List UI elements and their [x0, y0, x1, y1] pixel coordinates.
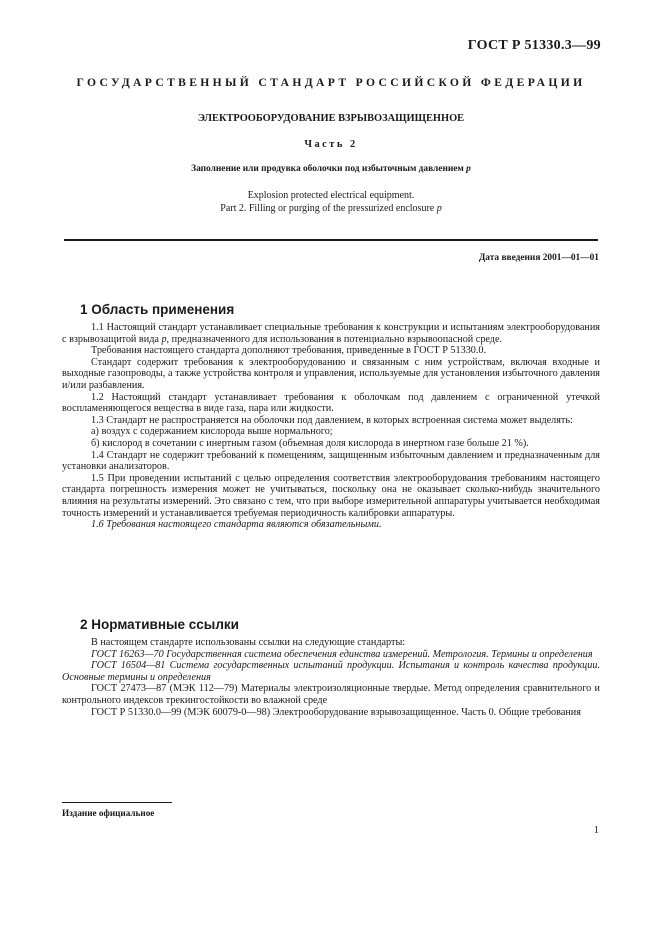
reference-gost-16263: ГОСТ 16263—70 Государственная система обеспечения единства измерений. Метрология. Термины и определения — [91, 648, 593, 660]
paragraph-1-1-part-b: , предназначенного для использования в потенциально взрывоопасной среде. — [166, 333, 503, 345]
paragraph-1-5: 1.5 При проведении испытаний с целью определения соответствия электрооборудования требованиям настоящего стандарта погрешность измерения может не учитываться, поскольку она не оказывает сколько-нибудь значительного влияния на результаты измерений. Это связано с тем, что при выборе измерительной аппаратуры учитывается необходимая точность измерений и устанавливается требуемая периодичность калибровки аппаратуры. — [62, 472, 600, 519]
document-subtitle — [62, 164, 600, 174]
english-title-line1: Explosion protected electrical equipment. — [247, 190, 415, 201]
paragraph-1-2: 1.2 Настоящий стандарт устанавливает требования к оболочкам под давлением с ограниченной утечкой воспламеняющегося вещества в виде газа, пара или жидкости. — [62, 391, 600, 415]
paragraph-1-1-part-a: 1.1 Настоящий стандарт устанавливает специальные требования к конструкции и испытаниям электрооборудования с взрывозащитой вида — [62, 322, 600, 345]
section-1-body — [62, 322, 600, 531]
paragraph-1-6: 1.6 Требования настоящего стандарта являются обязательными. — [91, 519, 382, 531]
part-label: Часть 2 — [304, 139, 358, 150]
paragraph-1-1-c: Стандарт содержит требования к электрооборудованию и связанным с ним устройствам, включая входные и выходные газопроводы, а также устройства контроля и управления, используемые для установления избыточного давления и/или разбавления. — [62, 356, 600, 391]
footer-divider — [62, 802, 172, 803]
paragraph-1-1 — [62, 322, 600, 345]
subtitle-symbol: p — [466, 164, 471, 174]
introduction-date: Дата введения 2001—01—01 — [478, 253, 599, 263]
reference-gost-16504: ГОСТ 16504—81 Система государственных испытаний продукции. Испытания и контроль качества продукции. Основные термины и определения — [62, 660, 600, 683]
paragraph-1-4: 1.4 Стандарт не содержит требований к помещениям, защищенным избыточным давлением и предназначенным для установки анализаторов. — [62, 449, 600, 473]
document-code: ГОСТ Р 51330.3—99 — [467, 38, 601, 53]
paragraph-1-1-symbol: p — [161, 333, 167, 345]
reference-gost-27473: ГОСТ 27473—87 (МЭК 112—79) Материалы электроизоляционные твердые. Метод определения сравнительного и контрольного индексов трекингостойкости во влажной среде — [62, 683, 600, 706]
document-title: ЭЛЕКТРООБОРУДОВАНИЕ ВЗРЫВОЗАЩИЩЕННОЕ — [197, 113, 465, 124]
paragraph-1-3: 1.3 Стандарт не распространяется на оболочки под давлением, в которых встроенная система может выделять: — [91, 414, 573, 426]
references-intro: В настоящем стандарте использованы ссылки на следующие стандарты: — [91, 637, 406, 648]
reference-gost-51330-0: ГОСТ Р 51330.0—99 (МЭК 60079-0—98) Электрооборудование взрывозащищенное. Часть 0. Общие требования — [91, 706, 581, 718]
english-title-line2 — [62, 203, 600, 214]
english-line2-symbol: p — [436, 203, 442, 214]
title-divider — [64, 239, 598, 241]
state-standard-title: ГОСУДАРСТВЕННЫЙ СТАНДАРТ РОССИЙСКОЙ ФЕДЕРАЦИИ — [76, 76, 586, 89]
section-2-body — [62, 637, 600, 718]
paragraph-1-1-b: Требования настоящего стандарта дополняют требования, приведенные в ГОСТ Р 51330.0. — [91, 345, 487, 357]
list-item-a: а) воздух с содержанием кислорода выше нормального; — [91, 426, 333, 438]
page-number: 1 — [593, 825, 599, 836]
section-1-heading: 1 Область применения — [80, 302, 235, 317]
section-2-heading: 2 Нормативные ссылки — [80, 617, 239, 632]
english-line2-text: Part 2. Filling or purging of the pressurized enclosure — [220, 203, 435, 214]
list-item-b: б) кислород в сочетании с инертным газом (объемная доля кислорода в инертном газе больше 21 %). — [91, 437, 529, 449]
official-edition-label: Издание официальное — [62, 808, 155, 818]
subtitle-text: Заполнение или продувка оболочки под избыточным давлением — [191, 164, 464, 174]
